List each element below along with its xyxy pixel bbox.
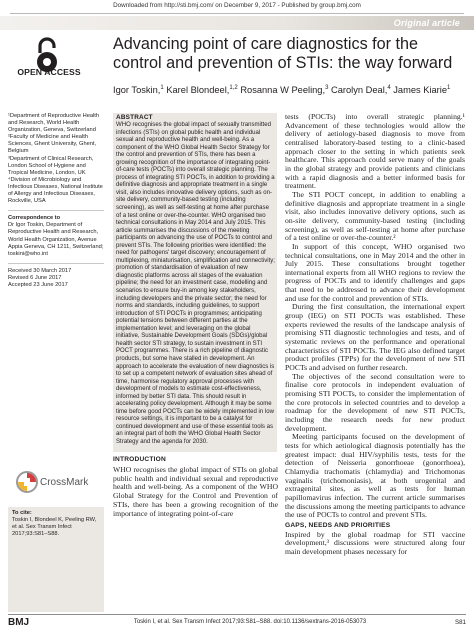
- introduction-section: [113, 456, 278, 518]
- header-rule: [10, 13, 464, 14]
- correspondence-divider: [8, 258, 104, 264]
- footer-citation: Toskin I, et al. Sex Transm Infect 2017;93:S81–S88. doi:10.1136/sextrans-2016-053073: [133, 619, 367, 625]
- author-affiliation-ref: 3: [325, 85, 329, 91]
- article-type-label: Original article: [393, 18, 460, 28]
- body-paragraph: tests (POCTs) into overall strategic planning.¹ Advancement of these technologies would allow the delivery of aetiology-based diagnosis to move from centralised laboratory-based testing to a clinic-based approach closer to the setting in which patients seek healthcare. This approach could serve many of the goals in the global strategy and provide patients and clinicians with a rapid diagnosis and a better informed basis for treatment.: [285, 112, 465, 191]
- author-name[interactable]: Karel Blondeel,: [166, 85, 230, 96]
- correspondence-heading: Correspondence to: [8, 215, 61, 222]
- body-paragraph: Meeting participants focused on the development of tests for which aetiological diagnosis potentially has the greatest impact: dual HIV/syphilis tests, tests for the detection of Neisseria gonorrhoeae (gonorrhoea), Chlamydia trachomatis (chlamydia) and Trichomonas vaginalis (trichomoniasis), at both urogenital and extragenital sites, as well as tests for human papillomavirus infection. The current article summarises the discussions among the meeting participants to advance the use of POCTs to control and prevent STIs.: [285, 432, 465, 520]
- affiliation: ²Faculty of Medicine and Health Sciences, Ghent University, Ghent, Belgium: [8, 134, 97, 155]
- gaps-heading: GAPS, NEEDS AND PRIORITIES: [285, 521, 391, 529]
- body-paragraph: The STI POCT concept, in addition to enabling a definitive diagnosis and appropriate treatment in a single visit, also includes innovative delivery options, such as on-site delivery, community-based testing (including screening), as well as self-testing at home after purchase of a test online or over-the-counter.²: [285, 189, 465, 243]
- revised-date: Revised 6 June 2017: [8, 274, 62, 281]
- article-title: Advancing point of care diagnostics for the control and prevention of STIs: the way forward: [113, 35, 453, 72]
- author-name[interactable]: James Kiarie: [393, 85, 448, 96]
- author-name[interactable]: Igor Toskin,: [113, 85, 161, 96]
- abstract-text-block: [116, 122, 275, 447]
- author-name[interactable]: Rosanna W Peeling,: [240, 85, 326, 96]
- open-access-label: OPEN ACCESS: [17, 67, 81, 77]
- author-name[interactable]: Carolyn Deal,: [331, 85, 388, 96]
- cite-text: Toskin I, Blondeel K, Peeling RW, et al. Sex Transm Infect 2017;93:S81–S88.: [12, 517, 97, 538]
- accepted-date: Accepted 23 June 2017: [8, 281, 68, 288]
- body-paragraph: In support of this concept, WHO organised two technical consultations, one in May 2014 and the other in July 2015. These consultations brought together international experts from all WHO regions to review the progress of POCTs and to identify challenges and gaps that need to be addressed to advance their development and use for the control and prevention of STIs.: [285, 241, 465, 303]
- affiliation: ⁴Division of Microbiology and Infectious Diseases, National Institute of Allergy and Infectious Diseases, Rockville, USA: [8, 176, 103, 205]
- cite-block: [12, 510, 102, 538]
- affiliation-divider: [8, 205, 104, 211]
- introduction-heading: INTRODUCTION: [113, 456, 166, 463]
- affiliations-column: [8, 113, 104, 289]
- body-paragraph: The objectives of the second consultation were to finalise core protocols in independent evaluation of promising STI POCTs, to consider the implementation of the core protocols in selected countries and to develop a roadmap for the development of new STI POCTs, including the research needs for new product development.: [285, 371, 465, 433]
- correspondence-address: Dr Igor Toskin, Department of Reproductive Health and Research, World Health Organization, Avenue Appia Geneva, CH 1211, Switzerland;: [8, 222, 104, 250]
- received-date: Received 30 March 2017: [8, 267, 72, 274]
- author-affiliation-ref: 1: [160, 85, 164, 91]
- footer-rule: [8, 614, 466, 615]
- affiliation: ³Department of Clinical Research, London School of Hygiene and Tropical Medicine, London, UK: [8, 155, 94, 176]
- download-line: Downloaded from http://sti.bmj.com/ on December 9, 2017 - Published by group.bmj.com: [0, 0, 474, 12]
- crossmark-label[interactable]: CrossMark: [40, 477, 89, 488]
- abstract-text: WHO recognises the global impact of sexually transmitted infections (STIs) on global public health and individual sexual and reproductive health and well-being. As a component of the WHO Global Health Sector Strategy for the control and prevention of STIs, there has been a growing recognition of the importance of integrating point-of-care tests (POCTs) into overall strategic planning. The process of integrating STI POCTs, in addition to providing a definitive diagnosis and appropriate treatment in a single visit, also includes innovative delivery options, such as on-site delivery, community-based testing (including screening), as well as self-testing at home after purchase of a test online or over-the-counter. WHO organised two technical consultations in May 2014 and July 2015. This article summarises the discussions of the meeting participants on advancing the use of POCTs to control and prevent STIs. The following priorities were identified: the need for pathogens' target discovery; encouragement of multiplexing, miniaturisation, simplification and connectivity; promotion of standardisation of evaluation of new diagnostic platforms across all stages of the evaluation pipeline; the need for an investment case, modelling and scenarios to ensure buy-in among key stakeholders, including developers and the private sector; the need for norms and standards, including guidelines, to support introduction of STI POCTs in programmes; anticipating potential tensions between different parties at the implementation level; and leveraging on the global initiative, Sustainable Development Goals (SDGs)/global health sector STI strategy, to sustain investment in STI POCT programmes. There is a rich pipeline of diagnostic products, but some have stalled in development. An approach to accelerate the evaluation of new diagnostics is to set up a competent network of evaluation sites ahead of time, harmonise regulatory approval processes with development of models to estimate cost-effectiveness, informed by better STI data. This should result in accelerating policy development. Although it may be some time before good POCTs can be widely implemented in low resource settings, it is important to be a catalyst for continued development and use of these essential tools as an integral part of both the WHO Global Health Sector Strategy and the agenda for 2030.: [116, 122, 275, 445]
- body-right-column: [285, 113, 465, 556]
- author-list: [113, 82, 465, 96]
- bmj-logo: BMJ: [8, 617, 30, 628]
- cite-heading: To cite:: [12, 510, 32, 516]
- author-affiliation-ref: 1,2: [229, 85, 238, 91]
- body-paragraph: During the first consultation, the international expert group (IEG) on STI POCTs was established. These experts reviewed the results of the landscape analysis of promising STI diagnostic technologies and tests, and of systematic reviews on the performance and operational characteristics of STI POCTs. The IEG also defined target product profiles (TPPs) for the development of new STI POCTs and advised on further research.: [285, 302, 465, 373]
- author-affiliation-ref: 1: [447, 85, 451, 91]
- correspondence-email[interactable]: toskini@who.int: [8, 250, 48, 257]
- affiliation: ¹Department of Reproductive Health and Research, World Health Organization, Geneva, Switzerland: [8, 113, 100, 134]
- gaps-text: Inspired by the global roadmap for STI vaccine development,³ discussions were structured along four main development phases necessary for: [285, 529, 465, 556]
- page-number: S81: [454, 619, 466, 626]
- introduction-text: WHO recognises the global impact of STIs on global public health and individual sexual and reproductive health and well-being. As a component of the WHO Global Strategy for the Control and Prevention of STIs, there has been a growing recognition of the importance of integrating point-of-care: [113, 464, 278, 518]
- abstract-heading: ABSTRACT: [116, 114, 153, 121]
- author-affiliation-ref: 4: [387, 85, 391, 91]
